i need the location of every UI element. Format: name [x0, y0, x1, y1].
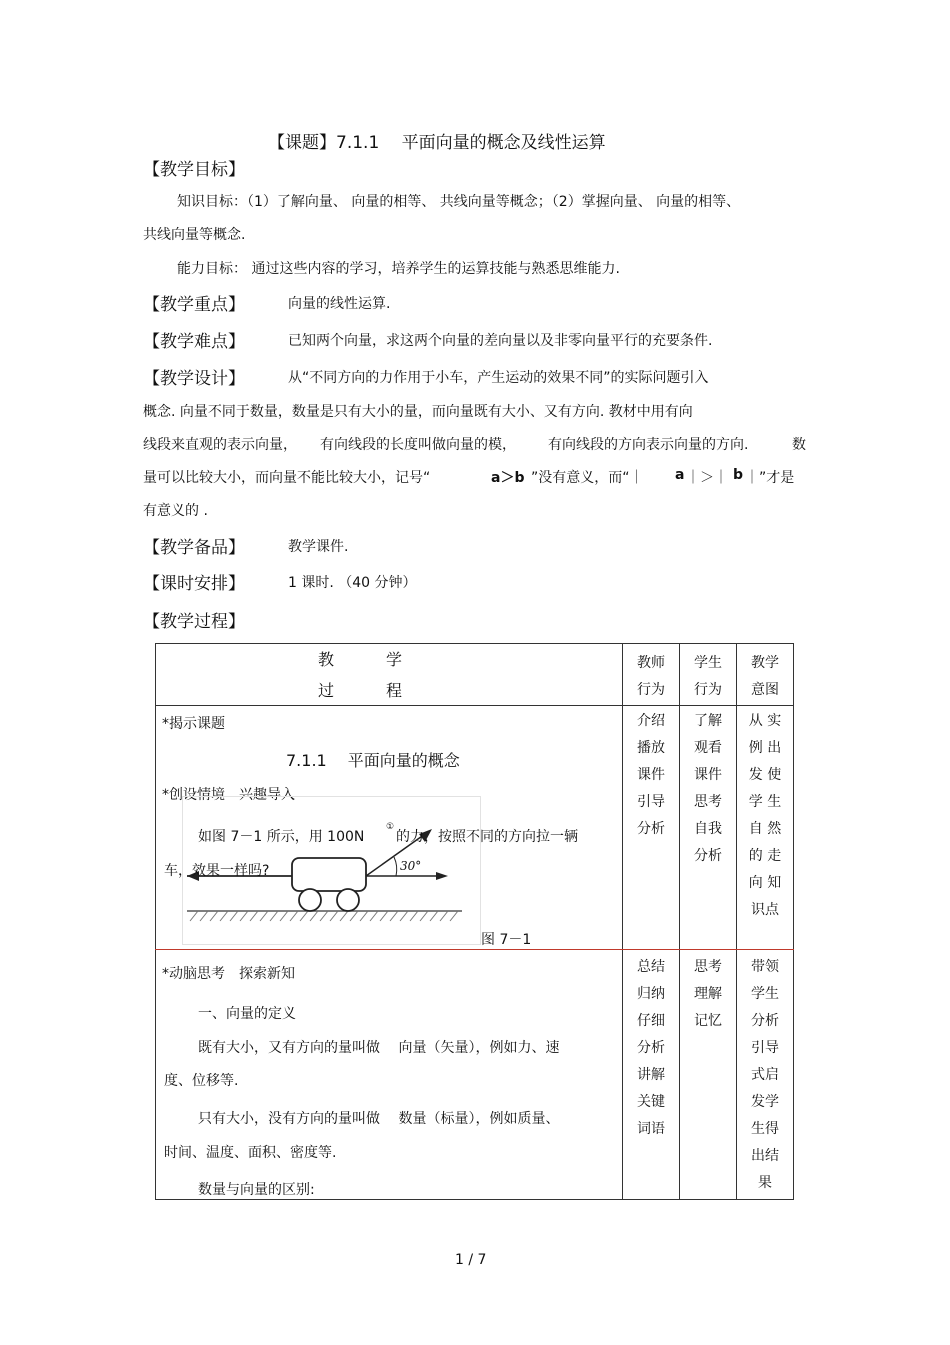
question-text-part2: 的力，按照不同的方向拉一辆: [396, 829, 578, 845]
difficulty-text: 已知两个向量，求这两个向量的差向量以及非零向量平行的充要条件.: [288, 333, 713, 349]
row2-process-cell: [156, 950, 623, 1200]
objectives-line1: 知识目标：（1）了解向量、 向量的相等、 共线向量等概念；（2）掌握向量、 向量的相等、: [177, 194, 741, 210]
explore-heading: *动脑思考 探索新知: [162, 966, 295, 982]
key-point-heading: 【教学重点】: [143, 295, 245, 315]
design-line5: 有意义的 .: [143, 503, 208, 519]
difficulty-heading: 【教学难点】: [143, 332, 245, 352]
definition-vector-line1: 既有大小，又有方向的量叫做 向量（矢量），例如力、速: [198, 1040, 560, 1056]
process-table: [155, 643, 794, 1200]
definition-vector-line2: 度、位移等.: [164, 1073, 239, 1089]
objectives-line2: 共线向量等概念.: [143, 227, 246, 243]
materials-heading: 【教学备品】: [143, 538, 245, 558]
design-heading: 【教学设计】: [143, 369, 245, 389]
design-line1: 从“不同方向的力作用于小车，产生运动的效果不同”的实际问题引入: [288, 370, 709, 386]
design-line4g: ｜”才是: [745, 470, 795, 486]
materials-text: 教学课件.: [288, 539, 349, 555]
section-subtitle: 7.1.1 平面向量的概念: [286, 751, 460, 770]
header-process-char: 学: [386, 650, 403, 669]
row1-teaching-intent: 从 实 例 出 发 使 学 生 自 然 的 走 向 知 识点: [737, 706, 794, 950]
design-line3a: 线段来直观的表示向量，: [143, 437, 297, 453]
page-title: 【课题】7.1.1 平面向量的概念及线性运算: [268, 133, 606, 153]
page-number: 1 / 7: [455, 1252, 487, 1268]
schedule-text: 1 课时. （40 分钟）: [288, 575, 417, 591]
difference-heading: 数量与向量的区别:: [198, 1182, 315, 1198]
schedule-heading: 【课时安排】: [143, 574, 245, 594]
row1-teacher-behavior: 介绍 播放 课件 引导 分析: [623, 706, 680, 950]
reveal-topic: *揭示课题: [162, 716, 225, 732]
scenario-heading: *创设情境 兴趣导入: [162, 787, 295, 803]
header-student-behavior: 学生 行为: [680, 644, 737, 706]
design-line4c: ”没有意义，而“｜: [531, 470, 644, 486]
design-line4b: a＞b: [491, 470, 525, 486]
definition-scalar-line1: 只有大小，没有方向的量叫做 数量（标量），例如质量、: [198, 1111, 560, 1127]
header-teacher-behavior: 教师 行为: [623, 644, 680, 706]
design-line4d: a: [675, 467, 685, 483]
row1-process-cell: [156, 706, 623, 950]
process-heading: 【教学过程】: [143, 612, 245, 632]
definition-scalar-line2: 时间、温度、面积、密度等.: [164, 1145, 337, 1161]
row2-student-behavior: 思考 理解 记忆: [680, 950, 737, 1200]
question-text-line2: 车，效果一样吗?: [164, 863, 270, 879]
header-process-char: 程: [386, 681, 403, 700]
figure-caption: 图 7－1: [481, 932, 532, 948]
row2-teaching-intent: 带领 学生 分析 引导 式启 发学 生得 出结 果: [737, 950, 794, 1200]
header-process-char: 过: [318, 681, 335, 700]
section-vector-definition: 一、向量的定义: [198, 1006, 296, 1022]
question-text-part1: 如图 7－1 所示，用 100N: [198, 829, 365, 845]
design-line4a: 量可以比较大小，而向量不能比较大小，记号“: [143, 470, 431, 486]
row1-student-behavior: 了解 观看 课件 思考 自我 分析: [680, 706, 737, 950]
design-line3d: 数: [792, 437, 806, 453]
table-header-row: [156, 644, 794, 706]
design-line4f: b: [733, 467, 744, 483]
design-line4e: ｜＞｜: [686, 470, 728, 486]
key-point-text: 向量的线性运算.: [288, 296, 391, 312]
objectives-line3: 能力目标： 通过这些内容的学习，培养学生的运算技能与熟悉思维能力.: [177, 261, 620, 277]
table-row: [156, 706, 794, 950]
header-process-cell: [156, 644, 623, 706]
table-row: [156, 950, 794, 1200]
header-process-char: 教: [318, 650, 335, 669]
design-line2: 概念. 向量不同于数量，数量是只有大小的量，而向量既有大小、又有方向. 教材中用有向: [143, 404, 693, 420]
design-line3b: 有向线段的长度叫做向量的模，: [320, 437, 516, 453]
header-teaching-intent: 教学 意图: [737, 644, 794, 706]
angle-label: 30°: [400, 859, 422, 873]
design-line3c: 有向线段的方向表示向量的方向.: [548, 437, 749, 453]
objectives-heading: 【教学目标】: [143, 160, 245, 180]
row2-teacher-behavior: 总结 归纳 仔细 分析 讲解 关键 词语: [623, 950, 680, 1200]
footnote-marker: ①: [386, 822, 395, 832]
